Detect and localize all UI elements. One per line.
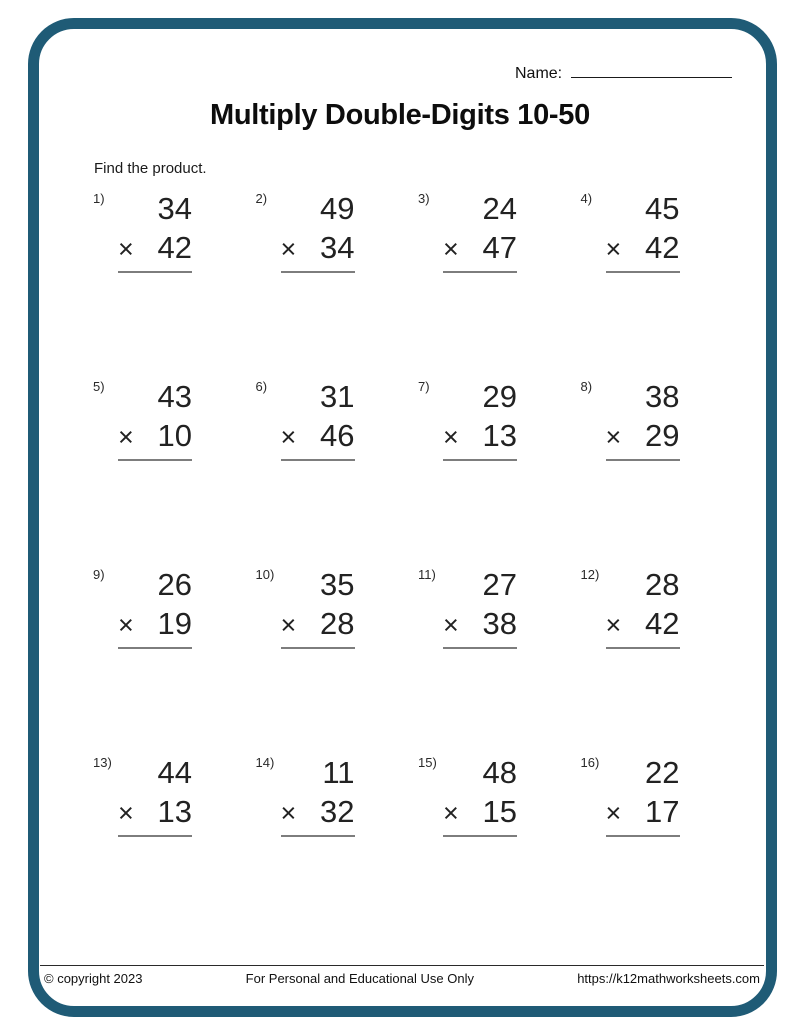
multiply-sign: × — [118, 610, 134, 640]
multiplicand: 27 — [482, 567, 517, 602]
multiplicand: 44 — [157, 755, 192, 790]
multiplier: 42 — [645, 606, 680, 641]
multiply-sign: × — [443, 798, 459, 828]
multiply-row — [443, 792, 517, 833]
multiply-sign: × — [443, 610, 459, 640]
multiplicand: 38 — [645, 379, 680, 414]
problem-cell — [93, 566, 256, 754]
multiply-row — [443, 228, 517, 269]
problem-cell — [418, 378, 581, 566]
problem-cell — [256, 190, 419, 378]
multiply-sign: × — [443, 234, 459, 264]
footer — [44, 971, 760, 986]
problem-body — [281, 190, 355, 273]
multiply-sign: × — [443, 422, 459, 452]
problem-number: 15) — [418, 755, 437, 770]
multiplier: 38 — [482, 606, 517, 641]
multiplier: 42 — [157, 230, 192, 265]
multiply-row — [281, 792, 355, 833]
problem-cell — [93, 754, 256, 942]
multiply-row — [606, 792, 680, 833]
page-title: Multiply Double-Digits 10-50 — [210, 99, 590, 131]
problem-number: 3) — [418, 191, 430, 206]
answer-line — [606, 459, 680, 461]
problems-grid — [93, 190, 743, 942]
problem-body — [606, 190, 680, 273]
problem-body — [118, 190, 192, 273]
multiply-sign: × — [280, 798, 297, 828]
problem-number: 6) — [255, 379, 268, 394]
multiplicand: 11 — [322, 755, 355, 790]
multiply-sign: × — [605, 798, 622, 828]
answer-line — [118, 647, 192, 649]
multiplier: 32 — [320, 794, 355, 829]
problem-number: 5) — [93, 379, 105, 394]
answer-line — [606, 835, 680, 837]
answer-line — [281, 835, 355, 837]
multiply-sign: × — [118, 798, 134, 828]
problem-body — [606, 378, 680, 461]
multiply-sign: × — [280, 234, 297, 264]
multiply-sign: × — [280, 422, 297, 452]
answer-line — [281, 271, 355, 273]
multiply-sign: × — [605, 234, 622, 264]
problem-number: 7) — [418, 379, 430, 394]
problem-cell — [581, 566, 744, 754]
multiplier: 15 — [482, 794, 517, 829]
multiply-sign: × — [118, 234, 134, 264]
answer-line — [443, 271, 517, 273]
multiply-row — [606, 604, 680, 645]
problem-body — [118, 754, 192, 837]
multiplicand: 34 — [157, 191, 192, 226]
problem-number: 9) — [93, 567, 105, 582]
multiplier: 47 — [482, 230, 517, 265]
name-row — [515, 61, 732, 83]
problem-cell — [581, 190, 744, 378]
answer-line — [281, 647, 355, 649]
multiply-row — [281, 416, 355, 457]
name-blank-line — [571, 61, 732, 78]
answer-line — [606, 647, 680, 649]
problem-cell — [93, 190, 256, 378]
problem-cell — [93, 378, 256, 566]
multiplier: 42 — [645, 230, 680, 265]
multiply-row — [281, 604, 355, 645]
problem-number: 2) — [255, 191, 268, 206]
multiply-row — [118, 416, 192, 457]
footer-copyright: © copyright 2023 — [44, 971, 143, 986]
problem-body — [443, 378, 517, 461]
multiplicand: 48 — [482, 755, 517, 790]
multiplicand: 29 — [482, 379, 517, 414]
problem-body — [118, 566, 192, 649]
footer-divider — [40, 965, 764, 966]
problem-cell — [418, 190, 581, 378]
multiply-row — [606, 228, 680, 269]
problem-number: 14) — [255, 755, 275, 770]
answer-line — [118, 459, 192, 461]
footer-url: https://k12mathworksheets.com — [577, 971, 760, 986]
multiplicand: 31 — [320, 379, 355, 414]
problem-number: 11) — [418, 567, 436, 582]
answer-line — [443, 647, 517, 649]
multiplicand: 24 — [482, 191, 517, 226]
multiply-row — [443, 604, 517, 645]
problem-number: 8) — [580, 379, 593, 394]
problem-body — [281, 566, 355, 649]
footer-usage: For Personal and Educational Use Only — [245, 971, 475, 986]
problem-body — [281, 378, 355, 461]
answer-line — [118, 271, 192, 273]
multiply-sign: × — [280, 610, 297, 640]
answer-line — [281, 459, 355, 461]
problem-cell — [581, 378, 744, 566]
multiply-sign: × — [118, 422, 134, 452]
problem-number: 13) — [93, 755, 112, 770]
answer-line — [443, 459, 517, 461]
problem-cell — [256, 566, 419, 754]
multiplier: 13 — [157, 794, 192, 829]
multiplier: 29 — [645, 418, 680, 453]
problem-number: 12) — [580, 567, 600, 582]
answer-line — [606, 271, 680, 273]
problem-number: 10) — [255, 567, 275, 582]
problem-number: 4) — [580, 191, 593, 206]
multiply-row — [606, 416, 680, 457]
problem-number: 16) — [580, 755, 600, 770]
multiplier: 10 — [157, 418, 192, 453]
problem-body — [281, 754, 355, 837]
multiplier: 17 — [645, 794, 680, 829]
problem-cell — [418, 754, 581, 942]
problem-body — [443, 754, 517, 837]
problem-cell — [256, 754, 419, 942]
multiply-row — [118, 228, 192, 269]
answer-line — [118, 835, 192, 837]
multiply-row — [281, 228, 355, 269]
multiply-row — [443, 416, 517, 457]
instruction-text: Find the product. — [94, 160, 207, 177]
problem-body — [443, 190, 517, 273]
problem-number: 1) — [93, 191, 105, 206]
problem-cell — [256, 378, 419, 566]
problem-body — [443, 566, 517, 649]
problem-body — [606, 754, 680, 837]
multiplicand: 49 — [320, 191, 355, 226]
multiplicand: 35 — [320, 567, 355, 602]
multiplicand: 45 — [645, 191, 680, 226]
multiplier: 46 — [320, 418, 355, 453]
problem-body — [606, 566, 680, 649]
multiply-row — [118, 792, 192, 833]
multiplicand: 22 — [645, 755, 680, 790]
problem-body — [118, 378, 192, 461]
multiply-row — [118, 604, 192, 645]
multiplicand: 28 — [645, 567, 680, 602]
multiply-sign: × — [605, 610, 622, 640]
problem-cell — [581, 754, 744, 942]
multiplicand: 43 — [157, 379, 192, 414]
multiplicand: 26 — [157, 567, 192, 602]
multiply-sign: × — [605, 422, 622, 452]
multiplier: 28 — [320, 606, 355, 641]
problem-cell — [418, 566, 581, 754]
multiplier: 19 — [157, 606, 192, 641]
name-label: Name: — [515, 65, 563, 82]
answer-line — [443, 835, 517, 837]
multiplier: 34 — [320, 230, 355, 265]
multiplier: 13 — [482, 418, 517, 453]
